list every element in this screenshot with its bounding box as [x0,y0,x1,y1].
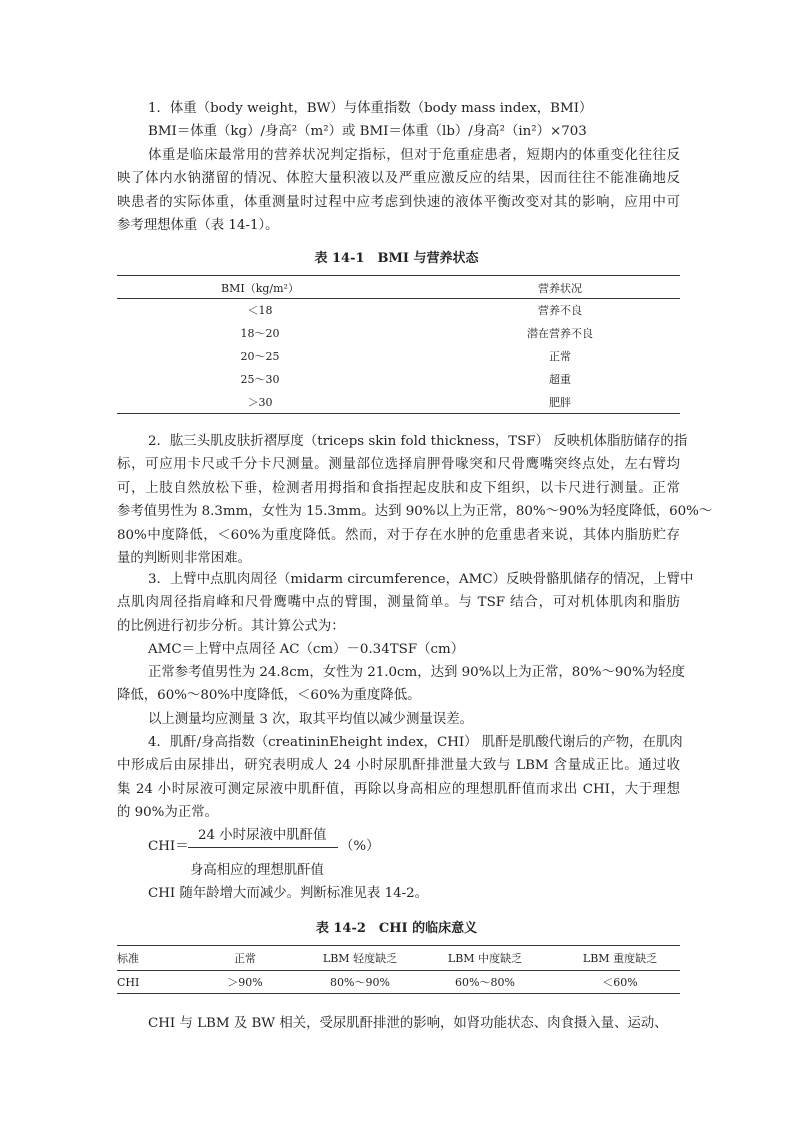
paragraph-line: 可，上肢自然放松下垂，检测者用拇指和食指捏起皮肤和皮下组织，以卡尺进行测量。正常 [117,481,680,496]
table-cell: 正常 [549,350,571,363]
paragraph-line: 集 24 小时尿液可测定尿液中肌酐值，再除以身高相应的理想肌酐值而求出 CHI，大于理想 [117,782,680,797]
note: 以上测量均应测量 3 次，取其平均值以减少测量误差。 [148,712,474,727]
paragraph-line: 体重是临床最常用的营养状况判定指标，但对于危重症患者，短期内的体重变化往往反 [148,148,680,163]
bmi-formula: BMI＝体重（kg）/身高²（m²）或 BMI＝体重（lb）/身高²（in²）×703 [148,124,587,139]
paragraph-line: 点肌肉周径指肩峰和尺骨鹰嘴中点的臂围，测量简单。与 TSF 结合，可对机体肌肉和脂肪 [117,595,680,610]
column-header: LBM 轻度缺乏 [322,952,398,965]
table-rule [117,970,680,971]
fraction-denominator: 身高相应的理想肌酐值 [190,863,324,878]
paragraph-line: 降低，60%～80%中度降低，＜60%为重度降低。 [117,688,421,703]
table-cell: ＜60% [602,976,638,989]
table-rule [117,945,680,946]
table-cell: ＞30 [247,396,273,409]
table-rule [117,413,680,414]
column-header: 正常 [234,952,256,965]
heading-bmi: 1．体重（body weight，BW）与体重指数（body mass index，BMI） [148,101,593,116]
fraction-bar [188,847,338,848]
paragraph-line: 2．肱三头肌皮肤折褶厚度（triceps skin fold thickness，TSF） 反映机体脂肪储存的指 [148,434,688,449]
table-rule [117,993,680,994]
paragraph-line: 的 90%为正常。 [117,805,218,820]
paragraph-line: 中形成后由尿排出，研究表明成人 24 小时尿肌酐排泄量大致与 LBM 含量成正比。通过收 [117,758,680,773]
table-cell: 25～30 [240,373,280,386]
table-cell: 营养不良 [538,304,582,317]
paragraph-line: 正常参考值男性为 24.8cm，女性为 21.0cm，达到 90%以上为正常，80%～90%为轻度 [148,665,685,680]
column-header: LBM 重度缺乏 [582,952,658,965]
paragraph-line: 的比例进行初步分析。其计算公式为： [117,619,345,634]
column-header: BMI（kg/m²） [221,282,299,295]
table-cell: 60%～80% [455,976,515,989]
table-title: 表 14-1 BMI 与营养状态 [314,251,479,266]
fraction-numerator: 24 小时尿液中肌酐值 [198,828,327,843]
table-cell: ＜18 [247,304,273,317]
paragraph-line: 标，可应用卡尺或千分卡尺测量。测量部位选择肩胛骨喙突和尺骨鹰嘴突终点处，左右臂均 [117,457,680,472]
table-cell: 20～25 [240,350,280,363]
paragraph-line: 参考值男性为 8.3mm，女性为 15.3mm。达到 90%以上为正常，80%～90%为轻度降低，60%～ [117,504,713,519]
table-title: 表 14-2 CHI 的临床意义 [315,921,478,936]
paragraph-line: CHI 随年龄增大而减少。判断标准见表 14-2。 [148,886,429,901]
table-cell: 肥胖 [549,396,571,409]
column-header: 标准 [117,952,139,965]
column-header: LBM 中度缺乏 [447,952,523,965]
table-cell: CHI [117,976,140,989]
table-rule [117,275,680,276]
table-cell: 80%～90% [330,976,390,989]
table-cell: 超重 [549,373,571,386]
paragraph-line: 参考理想体重（表 14-1）。 [117,218,279,233]
table-cell: ＞90% [227,976,263,989]
paragraph-line: 80%中度降低，＜60%为重度降低。然而，对于存在水肿的危重患者来说，其体内脂肪贮存 [117,528,680,543]
paragraph-line: 4．肌酐/身高指数（creatininEheight index，CHI） 肌酐是肌酸代谢后的产物，在肌肉 [148,735,683,750]
amc-formula: AMC＝上臂中点周径 AC（cm）－0.34TSF（cm） [148,642,465,657]
paragraph-line: 3．上臂中点肌肉周径（midarm circumference，AMC）反映骨骼肌储存的情况，上臂中 [148,572,694,587]
paragraph-line: 量的判断则非常困难。 [117,551,251,566]
paragraph-line: CHI 与 LBM 及 BW 相关，受尿肌酐排泄的影响，如肾功能状态、肉食摄入量、运动、 [148,1016,668,1031]
formula-right: （%） [340,839,380,854]
table-cell: 18～20 [240,327,280,340]
table-rule [117,298,680,299]
paragraph-line: 映患者的实际体重，体重测量时过程中应考虑到快速的液体平衡改变对其的影响，应用中可 [117,195,680,210]
formula-left: CHI＝ [148,839,189,854]
column-header: 营养状况 [538,282,582,295]
paragraph-line: 映了体内水钠潴留的情况、体腔大量积液以及严重应激反应的结果，因而往往不能准确地反 [117,171,680,186]
table-cell: 潜在营养不良 [527,327,593,340]
